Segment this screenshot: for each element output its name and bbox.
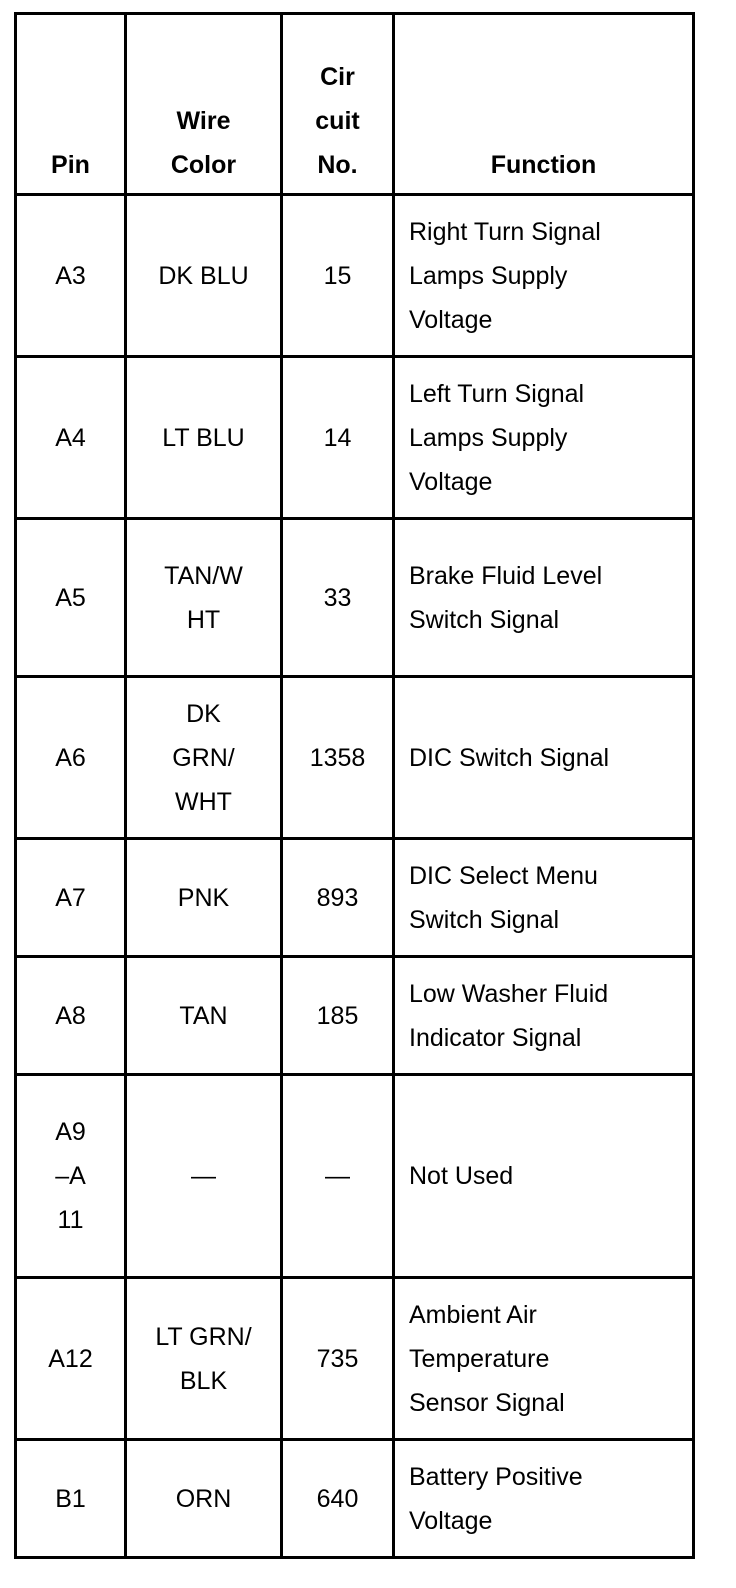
wire-color-cell: — bbox=[126, 1075, 282, 1278]
function-cell: DIC Switch Signal bbox=[394, 677, 694, 839]
pin-cell: A6 bbox=[16, 677, 126, 839]
wire-color-cell: LT BLU bbox=[126, 357, 282, 519]
wire-color-cell: ORN bbox=[126, 1440, 282, 1558]
function-cell: Not Used bbox=[394, 1075, 694, 1278]
function-cell: Brake Fluid Level Switch Signal bbox=[394, 519, 694, 677]
pin-cell: A4 bbox=[16, 357, 126, 519]
table-row bbox=[16, 839, 694, 957]
function-cell: Left Turn Signal Lamps Supply Voltage bbox=[394, 357, 694, 519]
wire-color-cell: DK GRN/ WHT bbox=[126, 677, 282, 839]
pin-cell: A9 –A 11 bbox=[16, 1075, 126, 1278]
table-row bbox=[16, 1440, 694, 1558]
wire-color-cell: TAN bbox=[126, 957, 282, 1075]
table-row bbox=[16, 519, 694, 677]
circuit-cell: — bbox=[282, 1075, 394, 1278]
table-row bbox=[16, 1278, 694, 1440]
wire-color-cell: PNK bbox=[126, 839, 282, 957]
circuit-cell: 1358 bbox=[282, 677, 394, 839]
circuit-cell: 640 bbox=[282, 1440, 394, 1558]
function-cell: DIC Select Menu Switch Signal bbox=[394, 839, 694, 957]
header-wire-color: Wire Color bbox=[126, 14, 282, 195]
pin-cell: A8 bbox=[16, 957, 126, 1075]
header-circuit-no: Cir cuit No. bbox=[282, 14, 394, 195]
pin-cell: A5 bbox=[16, 519, 126, 677]
circuit-cell: 15 bbox=[282, 195, 394, 357]
connector-pinout-table bbox=[14, 12, 695, 1559]
header-row bbox=[16, 14, 694, 195]
table-row bbox=[16, 957, 694, 1075]
pin-cell: B1 bbox=[16, 1440, 126, 1558]
table-row bbox=[16, 195, 694, 357]
function-cell: Right Turn Signal Lamps Supply Voltage bbox=[394, 195, 694, 357]
circuit-cell: 14 bbox=[282, 357, 394, 519]
circuit-cell: 735 bbox=[282, 1278, 394, 1440]
header-function: Function bbox=[394, 14, 694, 195]
table-row bbox=[16, 357, 694, 519]
pin-cell: A3 bbox=[16, 195, 126, 357]
pin-cell: A12 bbox=[16, 1278, 126, 1440]
function-cell: Low Washer Fluid Indicator Signal bbox=[394, 957, 694, 1075]
function-cell: Ambient Air Temperature Sensor Signal bbox=[394, 1278, 694, 1440]
wire-color-cell: TAN/W HT bbox=[126, 519, 282, 677]
wire-color-cell: LT GRN/ BLK bbox=[126, 1278, 282, 1440]
table-row bbox=[16, 1075, 694, 1278]
table-row bbox=[16, 677, 694, 839]
wire-color-cell: DK BLU bbox=[126, 195, 282, 357]
circuit-cell: 33 bbox=[282, 519, 394, 677]
function-cell: Battery Positive Voltage bbox=[394, 1440, 694, 1558]
header-pin: Pin bbox=[16, 14, 126, 195]
circuit-cell: 185 bbox=[282, 957, 394, 1075]
circuit-cell: 893 bbox=[282, 839, 394, 957]
pin-cell: A7 bbox=[16, 839, 126, 957]
